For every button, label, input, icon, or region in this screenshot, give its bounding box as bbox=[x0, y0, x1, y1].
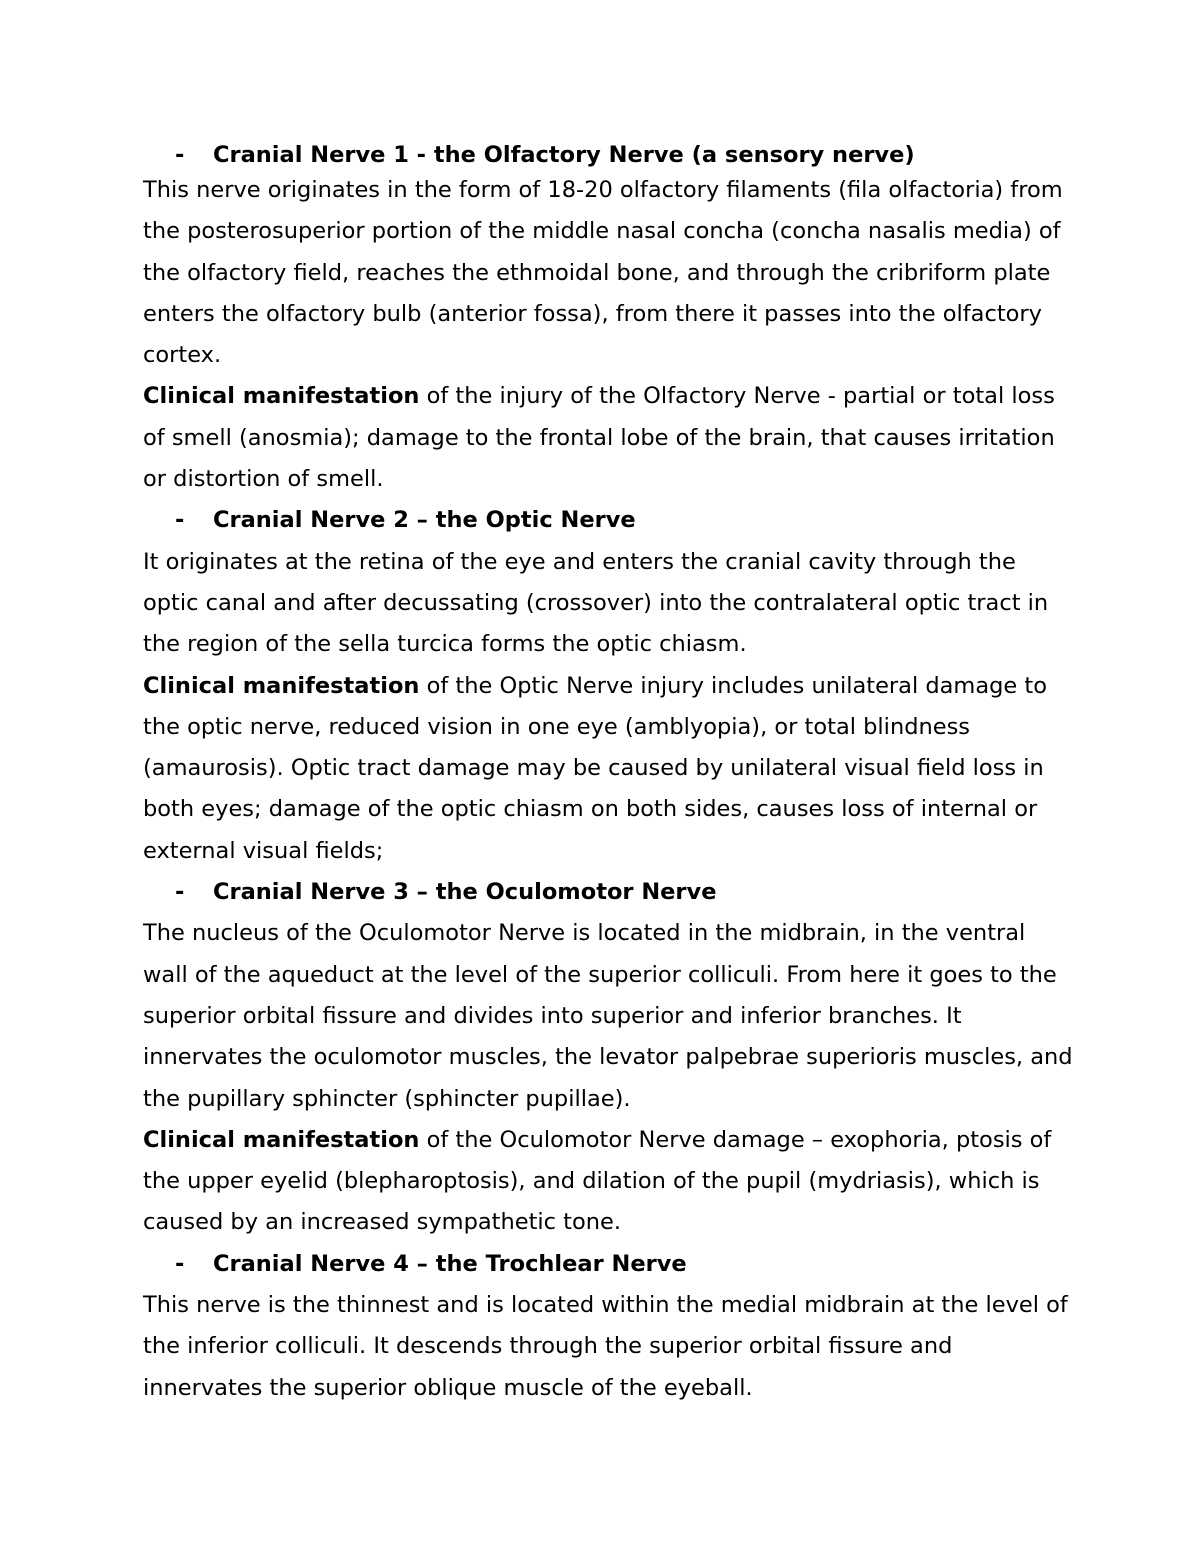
clinical-paragraph-cn1 bbox=[143, 376, 1073, 500]
section-description-cn1: This nerve originates in the form of 18-20 olfactory filaments (fila olfactoria) from the posterosuperior portion of the middle nasal concha (concha nasalis media) of the olfactory field, reaches the ethmoidal bone, and through the cribriform plate enters the olfactory bulb (anterior fossa), from there it passes into the olfactory cortex. bbox=[143, 177, 1063, 369]
clinical-text: of the Oculomotor Nerve damage – exophoria, ptosis of the upper eyelid (blepharoptosis), and dilation of the pupil (mydriasis), which is caused by an increased sympathetic tone. bbox=[143, 1126, 1052, 1236]
section-heading-cn1 bbox=[175, 140, 1073, 170]
section-heading-cn3 bbox=[175, 872, 1073, 913]
section-heading-cn2 bbox=[175, 500, 1073, 541]
clinical-label: Clinical manifestation bbox=[143, 383, 420, 410]
bullet-dash: - bbox=[175, 142, 185, 168]
clinical-paragraph-cn3 bbox=[143, 1120, 1073, 1244]
bullet-dash: - bbox=[175, 507, 185, 534]
heading-text: Cranial Nerve 1 - the Olfactory Nerve (a sensory nerve) bbox=[213, 142, 915, 168]
section-description-cn2: It originates at the retina of the eye and enters the cranial cavity through the optic canal and after decussating (crossover) into the contralateral optic tract in the region of the sella turcica forms the optic chiasm. bbox=[143, 548, 1049, 658]
document-page bbox=[143, 140, 1073, 1409]
section-heading-cn4 bbox=[175, 1244, 1073, 1285]
clinical-text: of the Optic Nerve injury includes unilateral damage to the optic nerve, reduced vision in one eye (amblyopia), or total blindness (amaurosis). Optic tract damage may be caused by unilateral visual field loss in both eyes; damage of the optic chiasm on both sides, causes loss of internal or external visual fields; bbox=[143, 672, 1048, 864]
heading-text: Cranial Nerve 2 – the Optic Nerve bbox=[213, 507, 636, 534]
heading-text: Cranial Nerve 4 – the Trochlear Nerve bbox=[213, 1250, 687, 1277]
bullet-dash: - bbox=[175, 1250, 185, 1277]
clinical-label: Clinical manifestation bbox=[143, 672, 420, 699]
section-description-cn4: This nerve is the thinnest and is located within the medial midbrain at the level of the inferior colliculi. It descends through the superior orbital fissure and innervates the superior oblique muscle of the eyeball. bbox=[143, 1292, 1068, 1401]
bullet-dash: - bbox=[175, 879, 185, 906]
clinical-paragraph-cn2 bbox=[143, 666, 1073, 872]
section-description-cn3: The nucleus of the Oculomotor Nerve is located in the midbrain, in the ventral wall of the aqueduct at the level of the superior colliculi. From here it goes to the superior orbital fissure and divides into superior and inferior branches. It innervates the oculomotor muscles, the levator palpebrae superioris muscles, and the pupillary sphincter (sphincter pupillae). bbox=[143, 920, 1073, 1112]
heading-text: Cranial Nerve 3 – the Oculomotor Nerve bbox=[213, 879, 717, 906]
clinical-label: Clinical manifestation bbox=[143, 1126, 420, 1153]
clinical-text: of the injury of the Olfactory Nerve - partial or total loss of smell (anosmia); damage to the frontal lobe of the brain, that causes irritation or distortion of smell. bbox=[143, 383, 1055, 493]
